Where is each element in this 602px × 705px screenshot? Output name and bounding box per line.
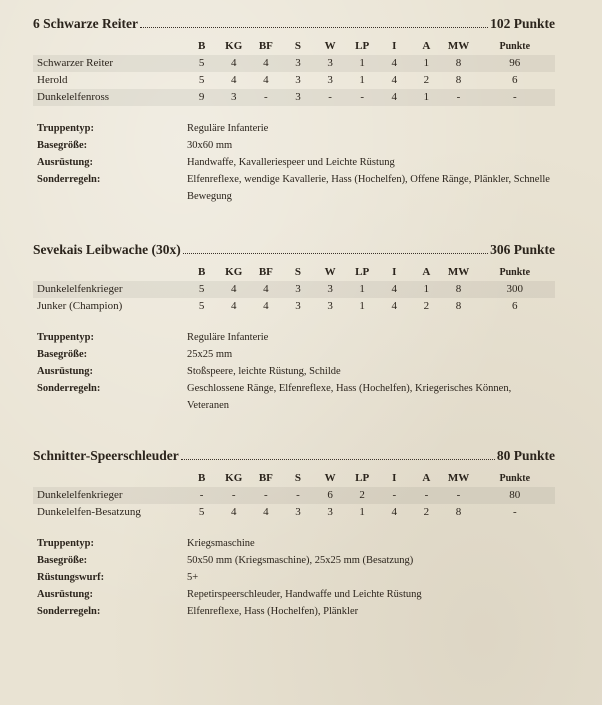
stat-header: LP <box>355 472 370 484</box>
dot-leader <box>181 459 495 460</box>
info-value: 50x50 mm (Kriegsmaschine), 25x25 mm (Besatzung) <box>187 555 414 566</box>
stat-cell: 4 <box>378 89 410 106</box>
stat-cell: 3 <box>327 300 333 312</box>
stat-cell: - <box>218 487 250 504</box>
info-row <box>33 171 555 205</box>
stat-cell: 1 <box>410 55 442 72</box>
stat-cell: 8 <box>442 55 474 72</box>
stat-table <box>33 38 555 106</box>
stat-header: I <box>392 266 397 278</box>
stat-header-blank <box>33 470 186 487</box>
table-row <box>33 504 555 521</box>
stat-cell: - <box>378 487 410 504</box>
stat-cell: - <box>442 89 474 106</box>
info-value: Handwaffe, Kavalleriespeer und Leichte Rüstung <box>187 157 395 168</box>
points-cell: 300 <box>475 281 555 298</box>
info-value: 5+ <box>187 572 199 583</box>
stat-header: A <box>422 40 431 52</box>
stat-header: KG <box>225 40 243 52</box>
unit-points: 80 Punkte <box>496 448 555 463</box>
stat-cell: 8 <box>455 506 462 518</box>
stat-cell: 1 <box>410 89 442 106</box>
points-cell: 6 <box>512 300 518 312</box>
stat-cell: 6 <box>314 487 346 504</box>
stat-cell: 9 <box>186 89 218 106</box>
stat-header-points: Punkte <box>499 41 531 52</box>
unit-header <box>33 16 555 36</box>
stat-cell: 4 <box>230 74 237 86</box>
stat-header: BF <box>258 40 273 52</box>
stat-header-blank <box>33 264 186 281</box>
info-row <box>33 329 555 346</box>
points-cell: - <box>475 89 555 106</box>
info-label: Truppentyp: <box>37 123 94 134</box>
unit-card-schwarze-reiter <box>33 16 555 205</box>
stat-header: MW <box>447 266 470 278</box>
stat-header: S <box>294 266 302 278</box>
stat-cell: 3 <box>282 89 314 106</box>
info-label: Truppentyp: <box>37 332 94 343</box>
info-label: Sonderregeln: <box>37 606 101 617</box>
unit-points: 102 Punkte <box>490 16 555 31</box>
stat-cell: 4 <box>218 55 250 72</box>
info-value: Elfenreflexe, Hass (Hochelfen), Plänkler <box>187 606 359 617</box>
stat-cell: 2 <box>423 300 430 312</box>
stat-table <box>33 470 555 521</box>
info-row <box>33 569 555 586</box>
row-name: Dunkelelfen-Besatzung <box>37 506 141 518</box>
info-row <box>33 120 555 137</box>
table-row <box>33 281 555 298</box>
info-value: Repetirspeerschleuder, Handwaffe und Leichte Rüstung <box>187 589 422 600</box>
stat-cell: 4 <box>391 300 398 312</box>
info-label: Ausrüstung: <box>37 366 94 377</box>
stat-cell: 4 <box>391 74 398 86</box>
stat-cell: 2 <box>423 506 430 518</box>
info-value: 25x25 mm <box>187 349 233 360</box>
unit-info <box>33 535 555 620</box>
info-label: Basegröße: <box>37 140 88 151</box>
info-value: Elfenreflexe, wendige Kavallerie, Hass (Hochelfen), Offene Ränge, Plänkler, Schnelle Bewegung <box>187 174 550 202</box>
stat-cell: 3 <box>327 506 333 518</box>
stat-cell: 5 <box>198 506 205 518</box>
stat-cell: 3 <box>282 281 314 298</box>
info-label: Rüstungswurf: <box>37 572 105 583</box>
stat-header: B <box>197 40 206 52</box>
info-row <box>33 586 555 603</box>
stat-cell: 3 <box>327 74 333 86</box>
stat-header: S <box>294 472 302 484</box>
stat-cell: - <box>282 487 314 504</box>
points-cell: - <box>512 506 517 518</box>
row-name: Dunkelelfenross <box>33 89 186 106</box>
stat-cell: 5 <box>186 55 218 72</box>
stat-header: LP <box>355 266 370 278</box>
unit-header <box>33 448 555 468</box>
stat-cell: 2 <box>346 487 378 504</box>
stat-header: I <box>392 472 397 484</box>
stat-cell: 5 <box>198 300 205 312</box>
stat-header: S <box>294 40 302 52</box>
stat-cell: 3 <box>314 281 346 298</box>
stat-cell: 2 <box>423 74 430 86</box>
info-value: Reguläre Infanterie <box>187 123 269 134</box>
stat-cell: 4 <box>230 506 237 518</box>
row-name: Junker (Champion) <box>37 300 123 312</box>
info-value: Reguläre Infanterie <box>187 332 269 343</box>
stat-header: MW <box>447 40 470 52</box>
stat-cell: - <box>314 89 346 106</box>
row-name: Schwarzer Reiter <box>33 55 186 72</box>
stat-cell: 4 <box>250 55 282 72</box>
stat-cell: 8 <box>455 74 462 86</box>
stat-header-row <box>33 470 555 487</box>
stat-cell: - <box>410 487 442 504</box>
stat-cell: 5 <box>186 281 218 298</box>
dot-leader <box>183 253 488 254</box>
stat-cell: 1 <box>359 300 365 312</box>
stat-table <box>33 264 555 315</box>
info-row <box>33 380 555 414</box>
unit-info <box>33 120 555 205</box>
info-row <box>33 603 555 620</box>
stat-cell: - <box>250 89 282 106</box>
info-row <box>33 363 555 380</box>
stat-cell: 3 <box>282 55 314 72</box>
unit-points: 306 Punkte <box>490 242 555 257</box>
stat-cell: 1 <box>410 281 442 298</box>
stat-header: W <box>324 266 336 278</box>
table-row <box>33 487 555 504</box>
unit-header <box>33 242 555 262</box>
stat-header: KG <box>225 472 243 484</box>
stat-cell: 4 <box>263 74 269 86</box>
stat-cell: 4 <box>263 506 269 518</box>
stat-cell: 8 <box>442 281 474 298</box>
stat-header: KG <box>225 266 243 278</box>
stat-cell: 3 <box>295 74 301 86</box>
stat-cell: - <box>250 487 282 504</box>
points-cell: 96 <box>475 55 555 72</box>
row-name: Herold <box>37 74 68 86</box>
info-label: Sonderregeln: <box>37 174 101 185</box>
stat-cell: 8 <box>455 300 462 312</box>
stat-cell: 3 <box>295 506 301 518</box>
stat-header: BF <box>258 266 273 278</box>
stat-cell: 4 <box>250 281 282 298</box>
info-value: Geschlossene Ränge, Elfenreflexe, Hass (Hochelfen), Kriegerisches Können, Veteranen <box>187 383 512 411</box>
info-row <box>33 154 555 171</box>
info-row <box>33 535 555 552</box>
stat-cell: 4 <box>218 281 250 298</box>
stat-cell: 5 <box>198 74 205 86</box>
points-cell: 80 <box>475 487 555 504</box>
stat-cell: 3 <box>295 300 301 312</box>
stat-header: LP <box>355 40 370 52</box>
stat-cell: 1 <box>359 506 365 518</box>
stat-cell: 1 <box>359 74 365 86</box>
stat-cell: 3 <box>218 89 250 106</box>
info-label: Ausrüstung: <box>37 589 94 600</box>
info-value: 30x60 mm <box>187 140 233 151</box>
stat-header: A <box>422 472 431 484</box>
stat-cell: 1 <box>346 281 378 298</box>
stat-cell: 4 <box>391 506 398 518</box>
stat-header-points: Punkte <box>499 473 531 484</box>
stat-cell: 4 <box>230 300 237 312</box>
stat-header: BF <box>258 472 273 484</box>
stat-header: B <box>197 472 206 484</box>
row-name: Dunkelelfenkrieger <box>33 281 186 298</box>
stat-cell: - <box>186 487 218 504</box>
unit-name: Schnitter-Speerschleuder <box>33 448 179 463</box>
info-label: Ausrüstung: <box>37 157 94 168</box>
stat-cell: - <box>442 487 474 504</box>
stat-header: MW <box>447 472 470 484</box>
unit-card-schnitter-speerschleuder <box>33 448 555 620</box>
stat-header-row <box>33 264 555 281</box>
stat-cell: 4 <box>378 55 410 72</box>
stat-header-points: Punkte <box>499 267 531 278</box>
info-value: Stoßspeere, leichte Rüstung, Schilde <box>187 366 341 377</box>
unit-card-sevekais-leibwache <box>33 242 555 414</box>
dot-leader <box>140 27 488 28</box>
table-row <box>33 89 555 106</box>
stat-cell: - <box>346 89 378 106</box>
table-row <box>33 72 555 89</box>
stat-header-row <box>33 38 555 55</box>
row-name: Dunkelelfenkrieger <box>33 487 186 504</box>
unit-info <box>33 329 555 414</box>
info-row <box>33 346 555 363</box>
table-row <box>33 298 555 315</box>
stat-cell: 1 <box>346 55 378 72</box>
stat-header: I <box>392 40 397 52</box>
points-cell: 6 <box>512 74 518 86</box>
stat-header: B <box>197 266 206 278</box>
stat-header: W <box>324 472 336 484</box>
info-row <box>33 552 555 569</box>
stat-cell: 4 <box>378 281 410 298</box>
table-row <box>33 55 555 72</box>
stat-header: A <box>422 266 431 278</box>
info-label: Truppentyp: <box>37 538 94 549</box>
unit-name: Sevekais Leibwache (30x) <box>33 242 181 257</box>
info-label: Basegröße: <box>37 555 88 566</box>
unit-name: 6 Schwarze Reiter <box>33 16 138 31</box>
stat-header-blank <box>33 38 186 55</box>
stat-header: W <box>324 40 336 52</box>
info-label: Sonderregeln: <box>37 383 101 394</box>
info-label: Basegröße: <box>37 349 88 360</box>
info-row <box>33 137 555 154</box>
info-value: Kriegsmaschine <box>187 538 255 549</box>
stat-cell: 4 <box>263 300 269 312</box>
stat-cell: 3 <box>314 55 346 72</box>
